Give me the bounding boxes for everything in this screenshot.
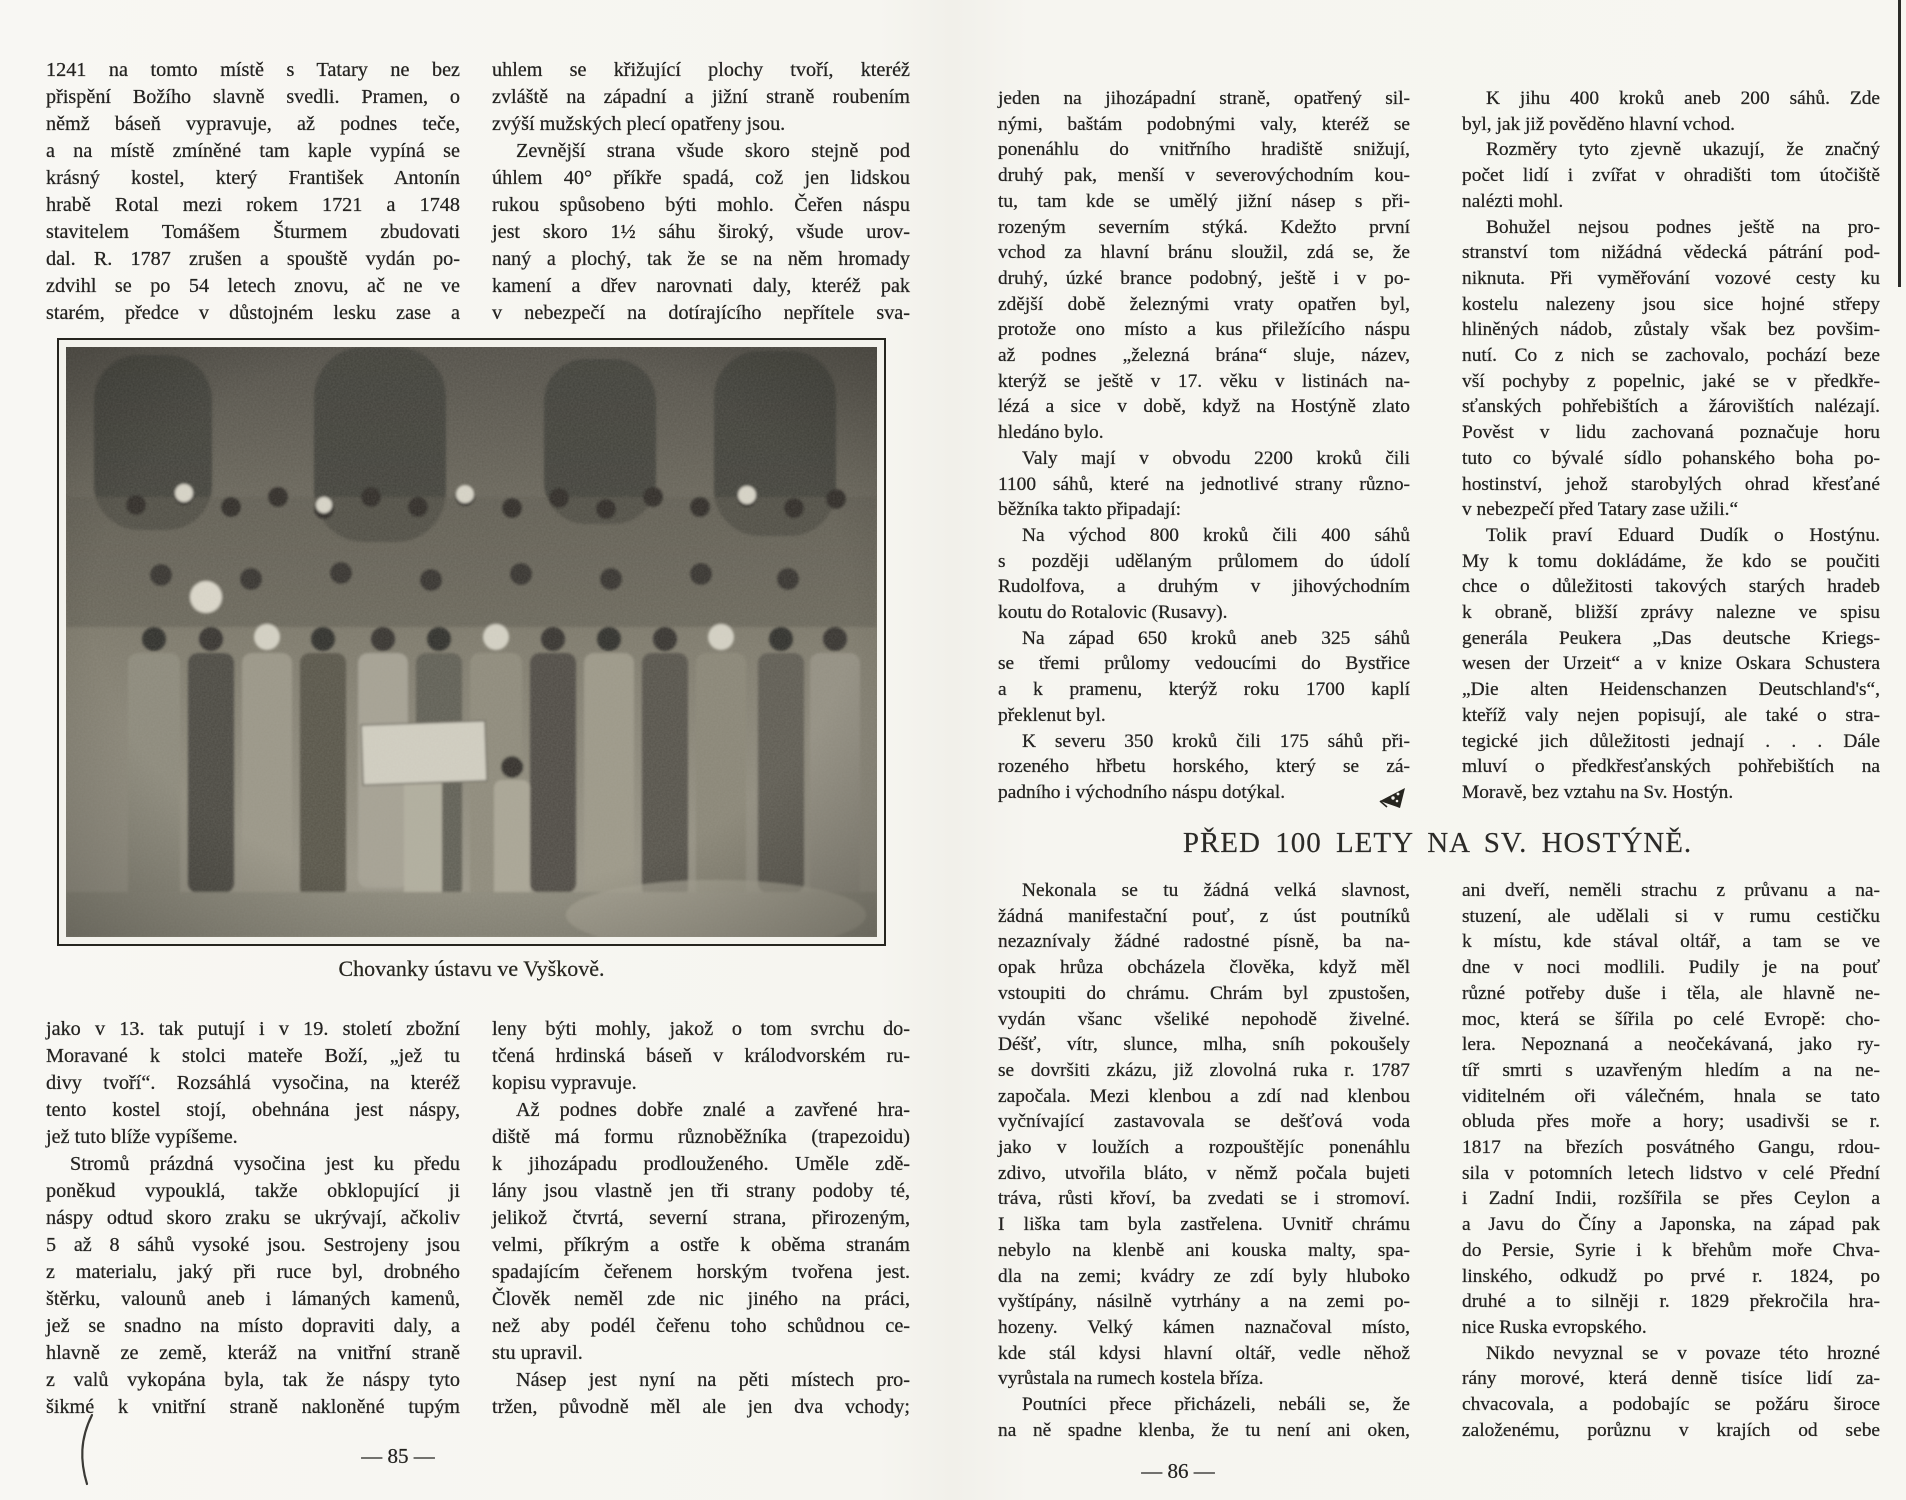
text-line: wesen der Urzeit“ a v knize Oskara Schustera xyxy=(1462,653,1880,675)
text-line: stavitelem Tomášem Šturmem zbudovati xyxy=(46,221,460,243)
scan-edge-artifact xyxy=(1898,0,1901,287)
text-line: Déšť, vítr, slunce, mlha, sníh pokoušely xyxy=(998,1034,1410,1056)
paragraph xyxy=(1462,137,1880,214)
text-line: vyčnívající zastavovala se dešťová voda xyxy=(998,1111,1410,1133)
text-line: nice Ruska evropského. xyxy=(1462,1316,1647,1338)
paragraph xyxy=(1462,523,1880,806)
paragraph xyxy=(1462,878,1880,1341)
text-line: obluda přes moře a hory; usadivši se r. xyxy=(1462,1111,1880,1133)
text-line: Nekonala se tu žádná velká slavnost, xyxy=(1022,880,1410,901)
text-line: K jihu 400 kroků aneb 200 sáhů. Zde xyxy=(1486,88,1880,109)
text-line: rukou spůsobeno býti mohlo. Čeřen náspu xyxy=(492,194,910,216)
text-line: Násep jest nyní na pěti místech pro- xyxy=(516,1369,910,1391)
text-line: i Zadní Indii, rozšířila se přes Ceylon a xyxy=(1462,1188,1880,1210)
paragraph xyxy=(492,1367,910,1421)
text-line: Stromů prázdná vysočina jest ku předu xyxy=(70,1153,460,1175)
text-line: Tolik praví Eduard Dudík o Hostýnu. xyxy=(1486,524,1880,546)
text-line: sila v potomních letech lidstvo v celé Přední xyxy=(1462,1162,1880,1184)
text-line: nutí. Co z nich se zachovalo, pochází beze xyxy=(1462,345,1880,367)
paragraph xyxy=(998,86,1410,446)
text-line: druhý, úzké brance podobný, ještě i v po- xyxy=(998,267,1410,289)
text-line: hozeny. Velký kámen naznačoval místo, xyxy=(998,1316,1410,1338)
text-line: Na západ 650 kroků aneb 325 sáhů xyxy=(1022,627,1410,649)
article-heading: PŘED 100 LETY NA SV. HOSTÝNĚ. xyxy=(1182,827,1693,859)
text-line: jež se snadno na místo dopraviti daly, a xyxy=(46,1315,460,1337)
text-line: nebylo na klenbě ani kouska malty, spa- xyxy=(998,1239,1410,1261)
paragraph xyxy=(46,57,460,327)
text-line: vstoupiti do chrámu. Chrám byl zpustošen, xyxy=(998,982,1410,1004)
paragraph xyxy=(998,729,1410,806)
text-line: generála Peukera „Das deutsche Kriegs- xyxy=(1462,627,1880,649)
text-line: k jihozápadu prodlouženého. Uměle zdě- xyxy=(492,1153,910,1175)
text-line: K severu 350 kroků čili 175 sáhů při- xyxy=(1022,730,1410,752)
text-line: Nikdo nevyznal se v povaze této hrozné xyxy=(1486,1342,1880,1364)
text-line: lera. Nepoznaná a neočekávaná, jako ry- xyxy=(1462,1034,1880,1056)
text-line: tegické jich důležitosti jednají . . . Dále xyxy=(1462,730,1880,752)
left-bottom-column-1 xyxy=(46,1016,460,1421)
text-line: hledáno bylo. xyxy=(998,422,1104,444)
text-line: rány morové, která denně tisíce lidí za- xyxy=(1462,1368,1880,1390)
text-line: k místu, kde stával oltář, a tam se ve xyxy=(1462,931,1880,953)
text-line: náspy odtud skoro zraku se ukrývají, ačkoliv xyxy=(46,1207,460,1229)
text-line: tíř smrti s uzavřeným hledím a na ne- xyxy=(1462,1059,1880,1081)
text-line: naný a plochý, tak že se na něm hromady xyxy=(492,248,910,270)
text-line: nalézti mohl. xyxy=(1462,190,1564,212)
text-line: rozeným severním stýká. Kdežto první xyxy=(998,216,1410,238)
text-line: rozeného hřbetu horského, který se zá- xyxy=(998,756,1410,778)
text-line: uhlem se křižující plochy tvoří, kteréž xyxy=(492,59,910,81)
paragraph xyxy=(1462,1341,1880,1444)
text-line: zdější době železnými vraty opatřen byl, xyxy=(998,293,1410,315)
text-line: tráva, růsti křoví, ba zvedati se i stromoví. xyxy=(998,1188,1410,1210)
right-top-column-2 xyxy=(1462,86,1880,806)
text-line: stu upravil. xyxy=(492,1342,583,1364)
photo-frame xyxy=(57,338,886,946)
text-line: byl, jak již pověděno hlavní vchod. xyxy=(1462,113,1736,135)
page-number-85: — 85 — xyxy=(361,1444,435,1468)
text-line: zvláště na západní a jižní straně roubením xyxy=(492,86,910,108)
text-line: moc, která se šířila po celé Evropě: cho- xyxy=(1462,1008,1880,1030)
text-line: kterýž se ještě v 17. věku v listinách na- xyxy=(998,370,1410,392)
text-line: I liška tam byla zastřelena. Uvnitř chrámu xyxy=(998,1214,1410,1236)
text-line: úhlem 40° příkře spadá, což jen lidskou xyxy=(492,167,910,189)
text-line: 1817 na březích posvátného Gangu, rdou- xyxy=(1462,1137,1880,1159)
paragraph xyxy=(46,1151,460,1421)
text-line: hliněných nádob, zůstaly však bez povšim- xyxy=(1462,319,1880,341)
paragraph xyxy=(492,1097,910,1367)
text-line: němž báseň vypravuje, až podnes teče, xyxy=(46,113,460,135)
text-line: velmi, příkrým a ostře k oběma stranám xyxy=(492,1234,910,1256)
text-line: spadajícím čeřenem horským tvořena jest. xyxy=(492,1261,910,1283)
text-line: štěrku, valounů aneb i lámaných kamenů, xyxy=(46,1288,460,1310)
text-line: a na místě zmíněné tam kaple vypíná se xyxy=(46,140,460,162)
text-line: chce o důležitosti takových starých hradeb xyxy=(1462,576,1880,598)
text-line: kde stál kdysi hlavní oltář, vedle něhož xyxy=(998,1342,1410,1364)
text-line: Valy mají v obvodu 2200 kroků čili xyxy=(1022,447,1410,469)
text-line: přispění Božího slavně svedli. Pramen, o xyxy=(46,86,460,108)
paragraph xyxy=(998,446,1410,523)
text-line: hostinství, jehož starobylých ohrad křesťané xyxy=(1462,473,1880,495)
text-line: Bohužel nejsou podnes ještě na pro- xyxy=(1486,216,1880,238)
text-line: Poutníci přece přicházeli, nebáli se, že xyxy=(1022,1394,1410,1416)
text-line: vyrůstala na rumech kostela bříza. xyxy=(998,1368,1264,1390)
paragraph xyxy=(998,878,1410,1392)
paragraph xyxy=(492,138,910,327)
text-line: Moravě, bez vztahu na Sv. Hostýn. xyxy=(1462,781,1734,803)
paragraph xyxy=(1462,215,1880,523)
text-line: jako v loužích a rozpouštějíc ponenáhlu xyxy=(998,1137,1410,1159)
left-top-column-1 xyxy=(46,57,460,327)
text-line: lézá a sice v době, když na Hostýně zlato xyxy=(998,396,1410,418)
text-line: chvacovala, a podobajíc se požáru široce xyxy=(1462,1394,1880,1416)
text-line: viditelném oři válečném, hnala se tato xyxy=(1462,1085,1880,1107)
text-line: tčená hrdinská báseň v králodvorském ru- xyxy=(492,1045,910,1067)
text-line: na ně spadne klenba, že tu není ani oken, xyxy=(998,1419,1410,1441)
text-line: stuzení, ale udělali si v rumu cestičku xyxy=(1462,905,1880,927)
paragraph xyxy=(46,1016,460,1151)
text-line: zdvihl se po 54 letech znovu, ač ne ve xyxy=(46,275,460,297)
text-line: niknuta. Při vyměřování vozové cesty ku xyxy=(1462,267,1880,289)
text-line: z materialu, jaký při ruce byl, drobného xyxy=(46,1261,460,1283)
text-line: tržen, původně měl ale jen dva vchody; xyxy=(492,1396,910,1418)
fleuron-ornament-icon xyxy=(1378,786,1408,810)
text-line: žádná manifestační pouť, z úst poutníků xyxy=(998,905,1410,927)
text-line: zdivo, utvořila bláto, v němž počala bujeti xyxy=(998,1162,1410,1184)
pen-mark xyxy=(72,1412,108,1488)
text-line: vší pochyby z popelnic, jaké se v předkře- xyxy=(1462,370,1880,392)
right-top-column-1 xyxy=(998,86,1410,806)
text-line: sťanských pohřebištích a žárovištích nalézají. xyxy=(1462,396,1880,418)
text-line: s později udělaným průlomem do údolí xyxy=(998,550,1410,572)
text-line: jest skoro 1½ sáhu široký, všude urov- xyxy=(492,221,910,243)
text-line: „Die alten Heidenschanzen Deutschland's“, xyxy=(1462,679,1880,701)
text-line: diště má formu různoběžníka (trapezoidu) xyxy=(492,1126,910,1148)
text-line: jelikož čtvrtá, severní strana, přirozeným, xyxy=(492,1207,910,1229)
paragraph xyxy=(998,523,1410,626)
text-line: kteříž valy nejen popisují, ale také o stra- xyxy=(1462,704,1880,726)
text-line: šikmé k vnitřní straně nakloněné tupým xyxy=(46,1396,460,1418)
text-line: ani dveří, neměli strachu z průvanu a na- xyxy=(1462,880,1880,901)
text-line: běžníka takto připadají: xyxy=(998,499,1182,521)
text-line: nezaznívaly žádné radostné písně, ba na- xyxy=(998,931,1410,953)
photo-caption: Chovanky ústavu ve Vyškově. xyxy=(338,956,605,981)
text-line: dne v noci modlili. Pudily je na pouť xyxy=(1462,957,1880,979)
text-line: započala. Mezi klenbou a zdí nad klenbou xyxy=(998,1085,1410,1107)
paragraph xyxy=(1462,86,1880,137)
text-line: stranství tom nižádná vědecká pátrání pod- xyxy=(1462,242,1880,264)
text-line: Zevnější strana všude skoro stejně pod xyxy=(516,140,910,162)
text-line: 1241 na tomto místě s Tatary ne bez xyxy=(46,59,460,81)
text-line: ponenáhlu do vnitřního hradiště snižují, xyxy=(998,139,1410,161)
text-line: Člověk neměl zde nic jiného na práci, xyxy=(492,1288,910,1310)
text-line: vydán všanc všeliké nepohodě živelné. xyxy=(998,1008,1410,1030)
text-line: počet lidí i zvířat v ohradišti tom útočiště xyxy=(1462,165,1880,187)
text-line: lány jsou vlastně jen tři strany podoby té, xyxy=(492,1180,910,1202)
text-line: linského, odkudž po prvé r. 1824, po xyxy=(1462,1265,1880,1287)
text-line: jež tuto blíže vypíšeme. xyxy=(46,1126,238,1148)
text-line: v nebezpečí před Tatary zase užili.“ xyxy=(1462,499,1739,521)
paragraph xyxy=(998,626,1410,729)
text-line: dal. R. 1787 zrušen a spouště vydán po- xyxy=(46,248,460,270)
text-line: hrabě Rotal mezi rokem 1721 a 1748 xyxy=(46,194,460,216)
text-line: mluví o předkřesťanských pohřebištích na xyxy=(1462,756,1880,778)
text-line: překlenut byl. xyxy=(998,704,1106,726)
text-line: a k pramenu, kterýž roku 1700 kaplí xyxy=(998,679,1410,701)
text-line: Na východ 800 kroků čili 400 sáhů xyxy=(1022,524,1410,546)
text-line: 5 až 8 sáhů vysoké jsou. Sestrojeny jsou xyxy=(46,1234,460,1256)
text-line: kostelu nalezeny jsou sice hojné střepy xyxy=(1462,293,1880,315)
text-line: kopisu vypravuje. xyxy=(492,1072,637,1094)
text-line: opak hrůza obcházela člověka, když měl xyxy=(998,957,1410,979)
text-line: a Javu do Číny a Japonska, na západ pak xyxy=(1462,1214,1880,1236)
text-line: druhé a to silněji r. 1829 překročila hra- xyxy=(1462,1291,1880,1313)
left-bottom-column-2 xyxy=(492,1016,910,1421)
text-line: hlavně ze země, kteráž na vnitřní straně xyxy=(46,1342,460,1364)
text-line: nými, baštám podobnými valy, kteréž se xyxy=(998,113,1410,135)
text-line: se dovršiti zkázu, již zlovolná ruka r. 1787 xyxy=(998,1059,1410,1081)
text-line: jeden na jihozápadní straně, opatřený sil- xyxy=(998,88,1410,109)
text-line: z valů vykopána byla, tak že náspy tyto xyxy=(46,1369,460,1391)
paragraph xyxy=(492,1016,910,1097)
paragraph xyxy=(492,57,910,138)
text-line: leny býti mohly, jakož o tom svrchu do- xyxy=(492,1018,910,1040)
text-line: jako v 13. tak putují i v 19. století zbožní xyxy=(46,1018,460,1040)
paragraph xyxy=(998,1392,1410,1443)
text-line: Pověst v lidu zachovaná poznačuje horu xyxy=(1462,422,1880,444)
text-line: koutu do Rotalovic (Rusavy). xyxy=(998,602,1228,624)
text-line: My k tomu dokládáme, že kdo se poučiti xyxy=(1462,550,1880,572)
text-line: padního i východního náspu dotýkal. xyxy=(998,781,1286,803)
text-line: až podnes „železná brána“ sluje, název, xyxy=(998,345,1410,367)
text-line: tu, tam kde se umělý jižní násep s při- xyxy=(998,190,1410,212)
text-line: kamení a dřev narovnati daly, kteréž pak xyxy=(492,275,910,297)
text-line: 1100 sáhů, které na jednotlivé strany různo- xyxy=(998,473,1410,495)
text-line: v nebezpečí na dotírajícího nepřítele sva- xyxy=(492,302,910,324)
text-line: vchod za hlavní bránu sloužil, zdá se, že xyxy=(998,242,1410,264)
text-line: poněkud vypouklá, takže obklopující ji xyxy=(46,1180,460,1202)
text-line: se třemi průlomy vedoucími do Bystřice xyxy=(998,653,1410,675)
text-line: Až podnes dobře znalé a zavřené hra- xyxy=(516,1099,910,1121)
text-line: do Persie, Syrie i k břehům moře Chva- xyxy=(1462,1239,1880,1261)
text-line: starém, předce v důstojném lesku zase a xyxy=(46,302,460,324)
group-photo xyxy=(66,347,877,937)
text-line: dla na zemi; kvádry ze zdí byly hluboko xyxy=(998,1265,1410,1287)
text-line: Moravané k stolci mateře Boží, „jež tu xyxy=(46,1045,460,1067)
text-line: krásný kostel, který František Antonín xyxy=(46,167,460,189)
text-line: druhý pak, menší v severovýchodním kou- xyxy=(998,165,1410,187)
text-line: Rudolfova, a druhým v jihovýchodním xyxy=(998,576,1410,598)
text-line: založenému, porůznu v krajích od sebe xyxy=(1462,1419,1880,1441)
text-line: divy tvoří“. Rozsáhlá vysočina, na kteréž xyxy=(46,1072,460,1094)
left-top-column-2 xyxy=(492,57,910,327)
text-line: různé potřeby duše i těla, ale hlavně ne- xyxy=(1462,982,1880,1004)
right-bottom-column-1 xyxy=(998,878,1410,1443)
text-line: tuto co bývalé sídlo pohanského boha po- xyxy=(1462,447,1880,469)
text-line: tento kostel stojí, obehnána jest náspy, xyxy=(46,1099,460,1121)
text-line: než aby podél čeřenu toho schůdnou ce- xyxy=(492,1315,910,1337)
text-line: Rozměry tyto zjevně ukazují, že značný xyxy=(1486,139,1880,161)
text-line: vyštípány, násilně vytrhány a na zemi po- xyxy=(998,1291,1410,1313)
text-line: zvýší mužských plecí opatřeny jsou. xyxy=(492,113,786,135)
page-number-86: — 86 — xyxy=(1141,1459,1215,1483)
text-line: protože ono místo a kus přiležícího náspu xyxy=(998,319,1410,341)
text-line: k obraně, bližší zprávy nalezne ve spisu xyxy=(1462,602,1880,624)
right-bottom-column-2 xyxy=(1462,878,1880,1443)
